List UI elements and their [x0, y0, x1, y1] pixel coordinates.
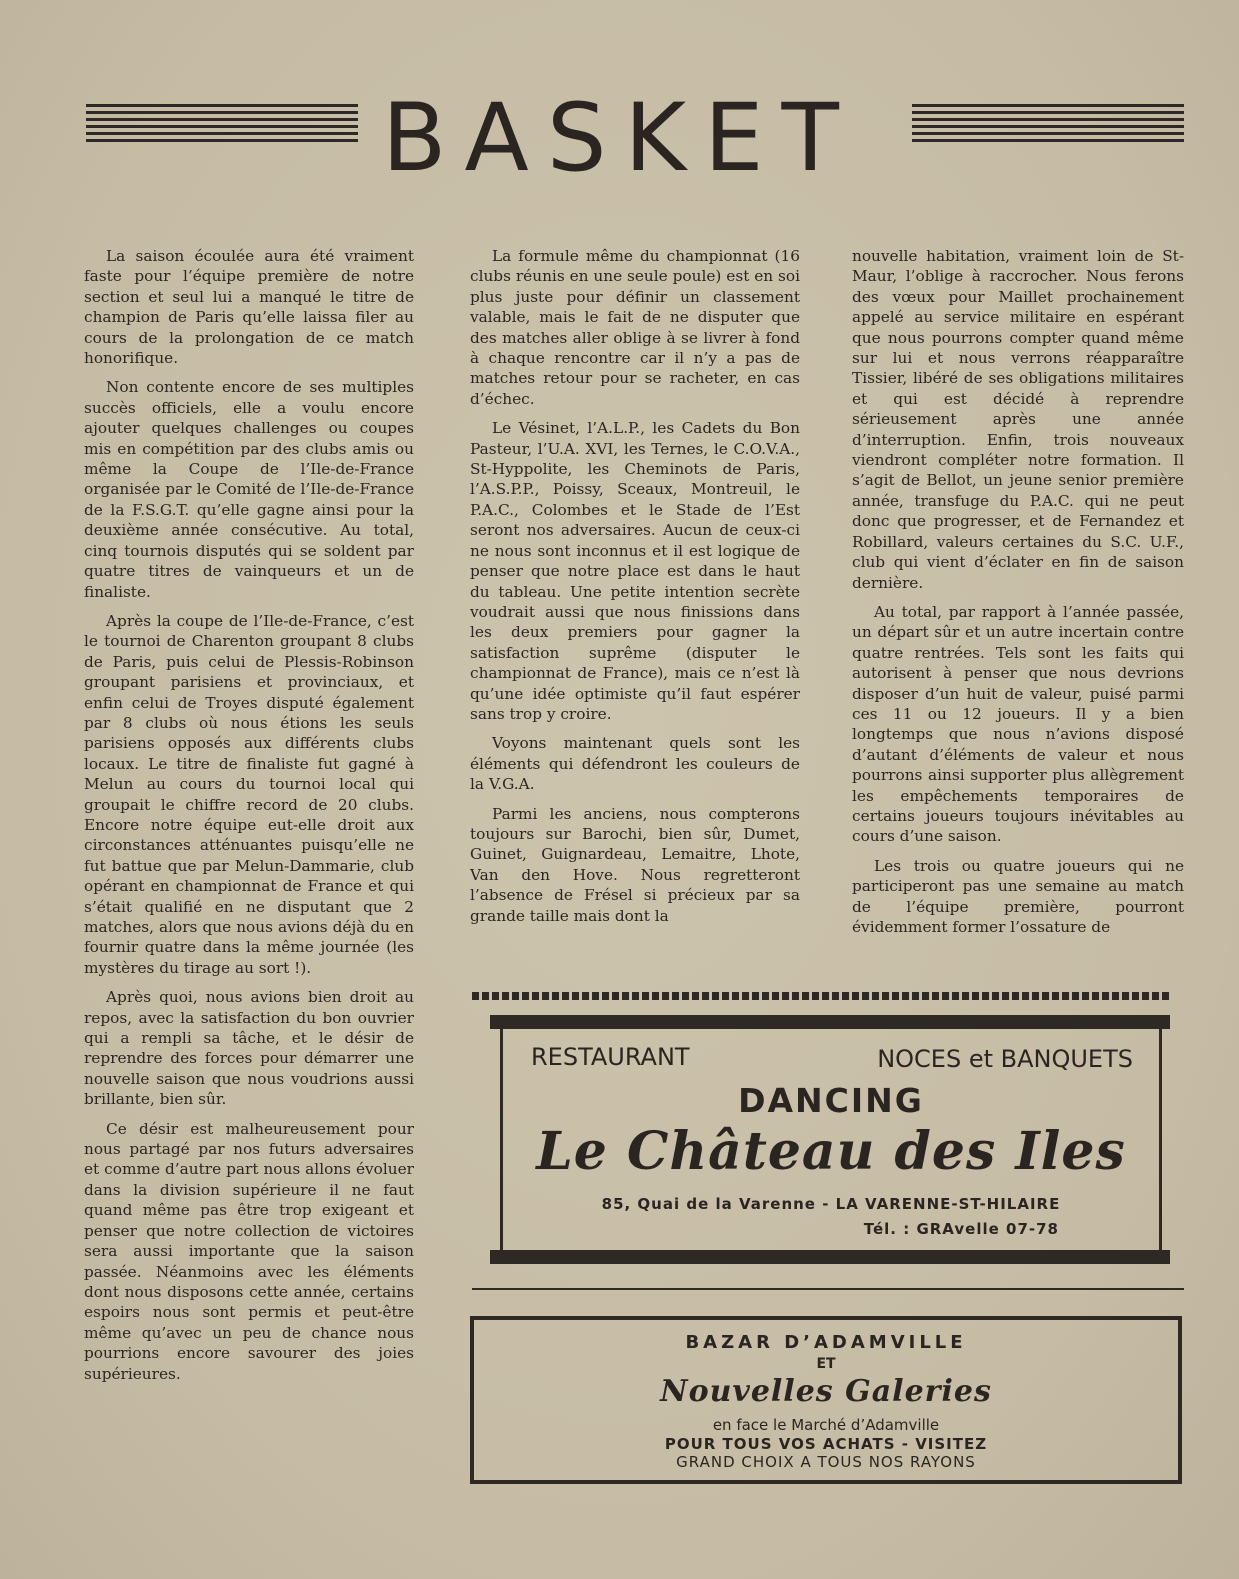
paragraph: Au total, par rapport à l’année passée, un départ sûr et un autre incertain contre quatre rentrées. Tels sont les faits qui autorisent à penser que nous devrions disposer d’un huit de valeur, puisé parmi ces 11 ou 12 joueurs. Il y a bien longtemps que nous n’avions disposé d’autant d’éléments de valeur et nous pourrons ainsi supporter plus allègrement les empêchements temporaires de certains joueurs toujours inévitables au cours d’une saison. [852, 602, 1184, 846]
paragraph: Après quoi, nous avions bien droit au repos, avec la satisfaction du bon ouvrier qui a rempli sa tâche, et le désir de reprendre des forces pour démarrer une nouvelle saison que nous voudrions aussi brillante, bien sûr. [84, 988, 414, 1109]
horizontal-divider [472, 1288, 1184, 1290]
ad-venue-name: Le Château des Iles [536, 1121, 1126, 1182]
ad-bazar-galeries: Nouvelles Galeries [660, 1374, 992, 1409]
paragraph: Voyons maintenant quels sont les éléments qui défendront les couleurs de la V.G.A. [470, 734, 800, 794]
paragraph: Le Vésinet, l’A.L.P., les Cadets du Bon Pasteur, l’U.A. XVI, les Ternes, le C.O.V.A., St-Hyppolite, les Cheminots de Paris, l’A.S.P.P., Poissy, Sceaux, Montreuil, le P.A.C., Colombes et le Stade de l’Est seront nos adversaires. Aucun de ceux-ci ne nous sont inconnus et il est logique de penser que notre place est dans le haut du tableau. Une petite intention secrète voudrait aussi que nous finissions dans les deux premiers pour gagner la satisfaction suprême (disputer le championnat de France), mais ce n’est là qu’une idée optimiste qu’il faut espérer sans trop y croire. [470, 419, 800, 723]
ad-bazar-slogan: POUR TOUS VOS ACHATS - VISITEZ [664, 1435, 988, 1453]
paragraph: Non contente encore de ses multiples succès officiels, elle a voulu encore ajouter quelques challenges ou coupes mis en compétition par des clubs amis ou même la Coupe de l’Ile-de-France organisée par le Comité de l’Ile-de-France de la F.S.G.T. qu’elle gagne ainsi pour la deuxième année consécutive. Au total, cinq tournois disputés qui se soldent par quatre titres de vainqueurs et un de finaliste. [84, 378, 414, 601]
ad-bazar-title: BAZAR D’ADAMVILLE [685, 1332, 967, 1353]
decorative-rule-right [912, 104, 1184, 144]
paragraph: Les trois ou quatre joueurs qui ne participeront pas une semaine au match de l’équipe première, pourront évidemment former l’ossature de [852, 856, 1184, 936]
ad-dancing-label: DANCING [738, 1081, 924, 1120]
ad-restaurant-label: RESTAURANT [531, 1043, 690, 1071]
ad-noces-label: NOCES et BANQUETS [877, 1045, 1133, 1073]
ad-bazar-location: en face le Marché d’Adamville [712, 1416, 940, 1434]
section-header [0, 84, 1239, 193]
ad-bar-bottom [490, 1250, 1170, 1264]
paragraph: La saison écoulée aura été vraiment faste pour l’équipe première de notre section et seul lui a manqué le titre de champion de Paris qu’elle laissa filer au cours de la prolongation de ce match honorifique. [84, 247, 414, 368]
paragraph: Ce désir est malheureusement pour nous partagé par nos futurs adversaires et comme d’autre part nous allons évoluer dans la division supérieure il ne faut quand même pas être trop exigeant et penser que notre collection de victoires sera aussi importante que la saison passée. Néanmoins avec les éléments dont nous disposons cette année, certains espoirs nous sont permis et peut-être même qu’avec un peu de chance nous pourrions encore savourer des joies supérieures. [84, 1119, 414, 1383]
article-column-1 [84, 246, 414, 1393]
restaurant-advertisement [500, 1029, 1162, 1250]
ad-address: 85, Quai de la Varenne - LA VARENNE-ST-HILAIRE [601, 1195, 1061, 1213]
dashed-separator [472, 992, 1170, 1000]
ad-bar-top [490, 1015, 1170, 1029]
ad-telephone: Tél. : GRAvelle 07-78 [863, 1220, 1059, 1238]
paragraph: nouvelle habitation, vraiment loin de St-Maur, l’oblige à raccrocher. Nous ferons des vœux pour Maillet prochainement appelé au service militaire en espérant que nous pourrons compter quand même sur lui et nous verrons réapparaître Tissier, libéré de ses obligations militaires et qui est décidé à reprendre sérieusement après une année d’interruption. Enfin, trois nouveaux viendront compléter notre formation. Il s’agit de Bellot, un jeune senior première année, transfuge du P.A.C. qui ne peut donc que progresser, et de Fernandez et Robillard, valeurs certaines du S.C. U.F., club qui vient d’éclater en fin de saison dernière. [852, 247, 1184, 592]
ad-bazar-choice: GRAND CHOIX A TOUS NOS RAYONS [676, 1453, 976, 1471]
ad-bazar-et: ET [816, 1356, 836, 1372]
article-column-3 [852, 246, 1184, 946]
paragraph: La formule même du championnat (16 clubs réunis en une seule poule) est en soi plus juste pour définir un classement valable, mais le fait de ne disputer que des matches aller oblige à se livrer à fond à chaque rencontre car il n’y a pas de matches retour pour se racheter, en cas d’échec. [470, 247, 800, 408]
page-title: BASKET [382, 84, 857, 193]
paragraph: Après la coupe de l’Ile-de-France, c’est le tournoi de Charenton groupant 8 clubs de Paris, puis celui de Plessis-Robinson groupant parisiens et provinciaux, et enfin celui de Troyes disputé également par 8 clubs où nous étions les seuls parisiens opposés aux différents clubs locaux. Le titre de finaliste fut gagné à Melun au cours du tournoi local qui groupait le chiffre record de 20 clubs. Encore notre équipe eut-elle droit aux circonstances atténuantes puisqu’elle ne fut battue que par Melun-Dammarie, club opérant en championnat de France et qui s’était qualifié en ne disputant que 2 matches, alors que nous avions déjà du en fournir quatre dans la même journée (les mystères du tirage au sort !). [84, 611, 414, 977]
article-column-2 [470, 246, 800, 935]
paragraph: Parmi les anciens, nous compterons toujours sur Barochi, bien sûr, Dumet, Guinet, Guignardeau, Lemaitre, Lhote, Van den Hove. Nous regretteront l’absence de Frésel si précieux par sa grande taille mais dont la [470, 804, 800, 925]
bazar-advertisement [470, 1316, 1182, 1484]
